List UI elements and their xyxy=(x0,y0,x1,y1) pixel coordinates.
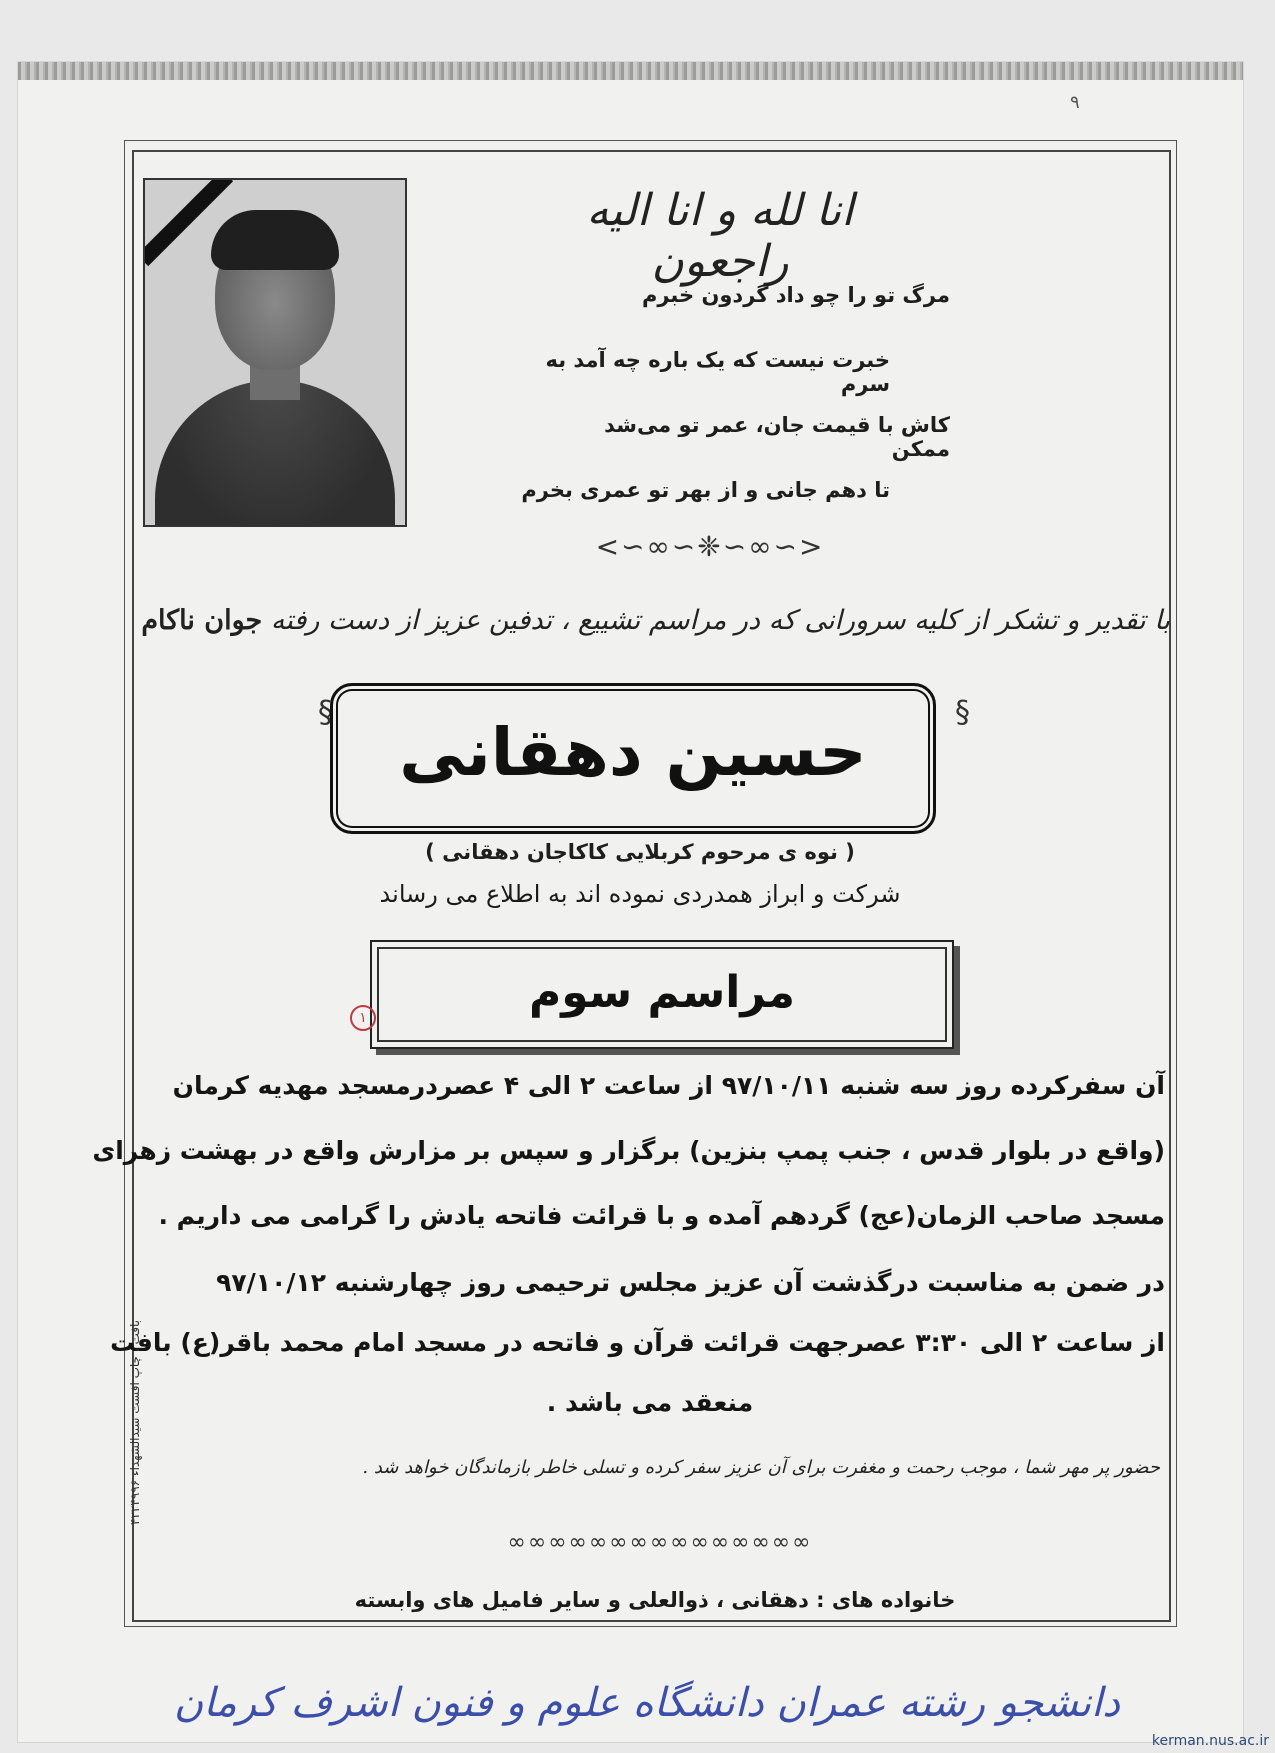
watermark: kerman.nus.ac.ir xyxy=(1151,1733,1269,1749)
thanks-text: با تقدیر و تشکر از کلیه سرورانی که در مراسم تشییع ، تدفین عزیز از دست رفته xyxy=(270,605,1170,636)
thanks-bold: جوان ناکام xyxy=(141,605,263,636)
name-ornament-left: § xyxy=(318,695,335,730)
printer-credit: بافت ، چاپ افست سیدالشهداء ۴۲۲۴۹۹۶ xyxy=(128,1320,142,1525)
quran-verse: انا لله و انا الیه راجعون xyxy=(586,185,854,287)
poem-line-4: تا دهم جانی و از بهر تو عمری بخرم xyxy=(521,478,890,502)
page-mark: ۹ xyxy=(1070,92,1080,113)
poem-line-1: مرگ تو را چو داد گردون خبرم xyxy=(641,283,950,307)
poem-line-2: خبرت نیست که یک باره چه آمد به سرم xyxy=(545,348,890,396)
memorial-line-3: منعقد می باشد . xyxy=(546,1388,754,1417)
ceremony-title: مراسم سوم xyxy=(529,967,795,1018)
footer-ornament: ∞∞∞∞∞∞∞∞∞∞∞∞∞∞∞ xyxy=(507,1530,813,1555)
pen-mark: ۱ xyxy=(350,1005,376,1031)
closing-note: حضور پر مهر شما ، موجب رحمت و مغفرت برای آن عزیز سفر کرده و تسلی خاطر بازماندگان خواهد شد . xyxy=(362,1457,1160,1478)
relation-line: ( نوه ی مرحوم کربلایی کاکاجان دهقانی ) xyxy=(425,840,855,864)
handwritten-note: دانشجو رشته عمران دانشگاه علوم و فنون اشرف کرمان xyxy=(173,1680,1120,1726)
families-line: خانواده های : دهقانی ، ذوالعلی و سایر فامیل های وابسته xyxy=(354,1588,956,1612)
name-frame xyxy=(330,683,936,834)
scan-edge xyxy=(18,62,1243,80)
name-ornament-right: § xyxy=(955,695,972,730)
sympathy-line: شرکت و ابراز همدردی نموده اند به اطلاع می رساند xyxy=(379,880,901,908)
deceased-photo xyxy=(143,178,407,527)
memorial-line-2: از ساعت ۲ الی ۳:۳۰ عصرجهت قرائت قرآن و فاتحه در مسجد امام محمد باقر(ع) بافت xyxy=(110,1328,1165,1357)
thanks-line xyxy=(141,605,1170,636)
memorial-line-1: در ضمن به مناسبت درگذشت آن عزیز مجلس ترحیمی روز چهارشنبه ۹۷/۱۰/۱۲ xyxy=(216,1268,1165,1297)
divider-ornament: <∽∞∽❈∽∞∽> xyxy=(595,530,825,563)
poem-line-3: کاش با قیمت جان، عمر تو می‌شد ممکن xyxy=(604,413,950,461)
ceremony-frame xyxy=(370,940,954,1049)
body-line-2: (واقع در بلوار قدس ، جنب پمپ بنزین) برگزار و سپس بر مزارش واقع در بهشت زهرای xyxy=(92,1136,1165,1165)
deceased-name: حسین دهقانی xyxy=(399,714,867,791)
body-line-3: مسجد صاحب الزمان(عج) گردهم آمده و با قرائت فاتحه یادش را گرامی می داریم . xyxy=(158,1201,1165,1230)
body-line-1: آن سفرکرده روز سه شنبه ۹۷/۱۰/۱۱ از ساعت ۲ الی ۴ عصردرمسجد مهدیه کرمان xyxy=(172,1071,1165,1100)
